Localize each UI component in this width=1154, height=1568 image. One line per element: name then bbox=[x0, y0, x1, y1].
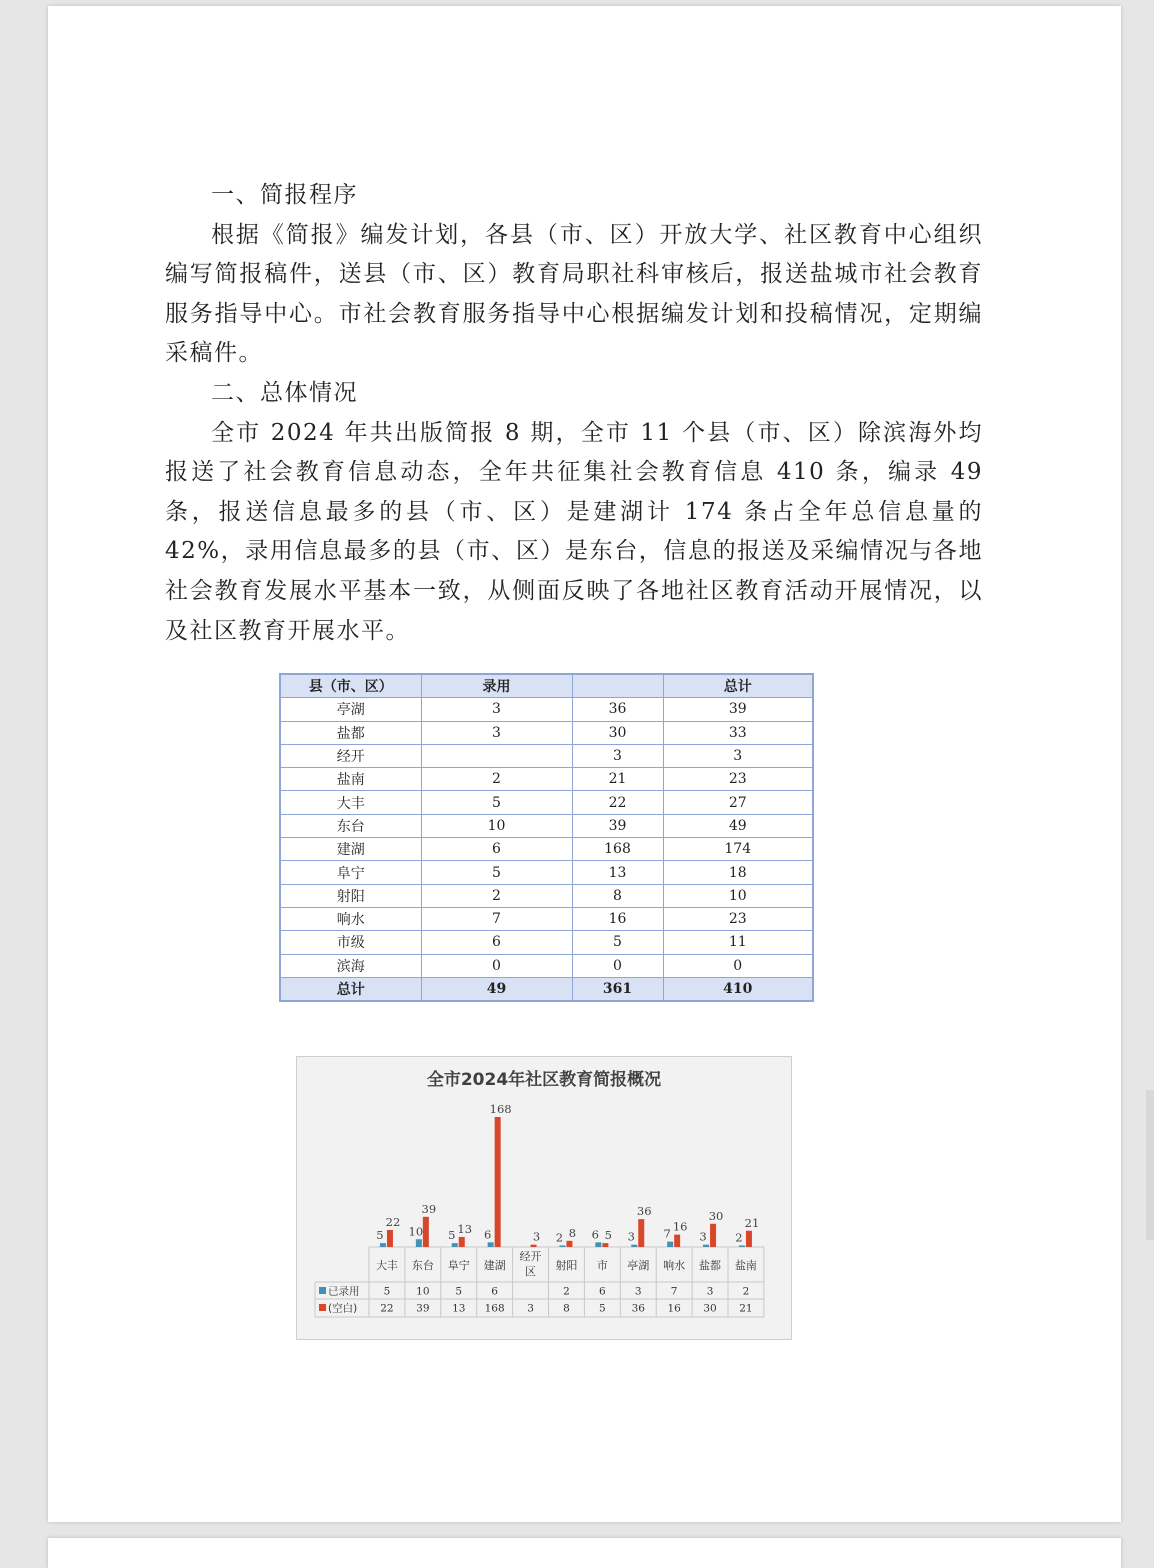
data-label: 22 bbox=[385, 1214, 401, 1229]
table-cell: 0 bbox=[421, 954, 572, 977]
table-cell: 10 bbox=[421, 814, 572, 837]
table-value: 6 bbox=[491, 1285, 498, 1298]
bar-blank bbox=[459, 1237, 465, 1247]
table-value: 30 bbox=[703, 1302, 717, 1315]
category-label: 盐都 bbox=[699, 1259, 722, 1272]
header-blank bbox=[572, 674, 663, 698]
legend-swatch bbox=[319, 1304, 326, 1311]
table-cell: 建湖 bbox=[280, 838, 421, 861]
category-label: 大丰 bbox=[375, 1259, 398, 1272]
data-label: 7 bbox=[663, 1226, 671, 1241]
data-label: 13 bbox=[457, 1221, 473, 1236]
data-label: 2 bbox=[555, 1230, 564, 1245]
data-label: 39 bbox=[421, 1201, 437, 1216]
table-cell: 7 bbox=[421, 907, 572, 930]
paragraph-2: 全市 2024 年共出版简报 8 期，全市 11 个县（市、区）除滨海外均报送了社会教育信息动态，全年共征集社会教育信息 410 条，编录 49 条，报送信息最多的县（市、区）是建湖计 174 条占全年总信息量的 42%，录用信息最多的县（市、区）是东台，信息的报送及采编情况与各地社会教育发展水平基本一致，从侧面反映了各地社区教育活动开展情况，以及社区教育开展水平。 bbox=[165, 419, 983, 644]
table-cell: 盐南 bbox=[280, 768, 421, 791]
data-label: 10 bbox=[408, 1224, 424, 1239]
table-cell: 39 bbox=[572, 814, 663, 837]
category-label: 市 bbox=[596, 1259, 608, 1272]
bar-blank bbox=[495, 1117, 501, 1247]
table-cell: 5 bbox=[572, 931, 663, 954]
table-value: 13 bbox=[452, 1302, 466, 1315]
table-cell: 大丰 bbox=[280, 791, 421, 814]
table-cell: 13 bbox=[572, 861, 663, 884]
table-total-cell: 49 bbox=[421, 977, 572, 1001]
table-row bbox=[280, 768, 813, 791]
bar-blank bbox=[638, 1219, 644, 1247]
legend-swatch bbox=[319, 1287, 326, 1294]
table-cell: 东台 bbox=[280, 814, 421, 837]
table-row bbox=[280, 791, 813, 814]
category-label: 阜宁 bbox=[447, 1259, 470, 1272]
bar-used bbox=[452, 1243, 458, 1247]
table-cell: 27 bbox=[663, 791, 813, 814]
bar-blank bbox=[531, 1245, 537, 1247]
bar-used bbox=[739, 1245, 745, 1247]
table-cell: 射阳 bbox=[280, 884, 421, 907]
table-value: 16 bbox=[667, 1302, 681, 1315]
table-row bbox=[280, 884, 813, 907]
table-cell: 10 bbox=[663, 884, 813, 907]
header-total: 总计 bbox=[663, 674, 813, 698]
table-cell: 滨海 bbox=[280, 954, 421, 977]
table-cell: 49 bbox=[663, 814, 813, 837]
table-cell: 168 bbox=[572, 838, 663, 861]
data-label: 21 bbox=[744, 1215, 760, 1230]
table-value: 6 bbox=[599, 1285, 606, 1298]
table-cell: 11 bbox=[663, 931, 813, 954]
data-label: 3 bbox=[532, 1229, 541, 1244]
table-cell: 盐都 bbox=[280, 721, 421, 744]
table-value: 5 bbox=[599, 1302, 606, 1315]
data-label: 36 bbox=[636, 1204, 652, 1219]
table-value: 3 bbox=[634, 1285, 642, 1298]
header-county: 县（市、区） bbox=[280, 674, 421, 698]
table-row bbox=[280, 861, 813, 884]
table-cell: 16 bbox=[572, 907, 663, 930]
table-value: 39 bbox=[416, 1302, 430, 1315]
table-cell: 0 bbox=[663, 954, 813, 977]
table-cell: 8 bbox=[572, 884, 663, 907]
legend-label: 已录用 bbox=[328, 1285, 360, 1298]
bar-blank bbox=[566, 1241, 572, 1247]
category-label: 射阳 bbox=[555, 1259, 578, 1272]
section-heading-1: 一、简报程序 bbox=[211, 182, 358, 208]
category-label: 经开 bbox=[519, 1250, 542, 1263]
table-cell: 6 bbox=[421, 838, 572, 861]
data-label: 3 bbox=[699, 1229, 707, 1244]
table-cell: 39 bbox=[663, 698, 813, 721]
data-label: 168 bbox=[489, 1102, 512, 1116]
bar-used bbox=[559, 1245, 565, 1247]
table-cell: 33 bbox=[663, 721, 813, 744]
chart-title: 全市2024年社区教育简报概况 bbox=[426, 1070, 662, 1090]
category-label: 区 bbox=[525, 1265, 537, 1278]
table-value: 5 bbox=[383, 1285, 391, 1298]
table-cell bbox=[421, 744, 572, 767]
scrollbar[interactable] bbox=[1146, 1090, 1154, 1240]
data-label: 3 bbox=[627, 1229, 635, 1244]
paragraph-1: 根据《简报》编发计划，各县（市、区）开放大学、社区教育中心组织编写简报稿件，送县（市、区）教育局职社科审核后，报送盐城市社会教育服务指导中心。市社会教育服务指导中心根据编发计划和投稿情况，定期编采稿件。 bbox=[165, 221, 983, 367]
table-cell: 6 bbox=[421, 931, 572, 954]
table-value: 3 bbox=[706, 1285, 714, 1298]
bar-used bbox=[667, 1242, 673, 1247]
table-cell: 23 bbox=[663, 907, 813, 930]
data-label: 6 bbox=[591, 1227, 600, 1242]
bar-blank bbox=[387, 1230, 393, 1247]
table-cell: 5 bbox=[421, 861, 572, 884]
table-cell: 174 bbox=[663, 838, 813, 861]
table-value: 7 bbox=[670, 1285, 678, 1298]
data-label: 30 bbox=[708, 1208, 724, 1223]
category-label: 响水 bbox=[663, 1259, 686, 1272]
table-value: 8 bbox=[563, 1302, 570, 1315]
submission-table bbox=[279, 673, 814, 1002]
table-total-row bbox=[280, 977, 813, 1001]
bar-chart bbox=[296, 1056, 792, 1340]
table-value: 36 bbox=[631, 1302, 645, 1315]
bar-blank bbox=[602, 1243, 608, 1247]
table-cell: 30 bbox=[572, 721, 663, 744]
header-used: 录用 bbox=[421, 674, 572, 698]
bar-used bbox=[595, 1242, 601, 1247]
table-cell: 经开 bbox=[280, 744, 421, 767]
table-row bbox=[280, 721, 813, 744]
data-label: 5 bbox=[604, 1228, 613, 1243]
chart-canvas bbox=[297, 1057, 791, 1339]
bar-blank bbox=[710, 1224, 716, 1247]
category-label: 东台 bbox=[411, 1259, 434, 1272]
bar-blank bbox=[746, 1231, 752, 1247]
table-cell: 21 bbox=[572, 768, 663, 791]
data-label: 5 bbox=[448, 1228, 456, 1243]
bar-blank bbox=[423, 1217, 429, 1247]
table-cell: 阜宁 bbox=[280, 861, 421, 884]
table-cell: 3 bbox=[421, 721, 572, 744]
table-value: 5 bbox=[455, 1285, 463, 1298]
table-cell: 亭湖 bbox=[280, 698, 421, 721]
table-cell: 响水 bbox=[280, 907, 421, 930]
table-cell: 0 bbox=[572, 954, 663, 977]
bar-used bbox=[488, 1242, 494, 1247]
table-row bbox=[280, 954, 813, 977]
table-value: 2 bbox=[563, 1285, 570, 1298]
document-body bbox=[165, 176, 983, 651]
category-label: 盐南 bbox=[734, 1259, 757, 1272]
table-row bbox=[280, 814, 813, 837]
table-value: 168 bbox=[484, 1302, 505, 1315]
bar-used bbox=[416, 1239, 422, 1247]
legend-label: (空白) bbox=[328, 1302, 358, 1315]
table-cell: 18 bbox=[663, 861, 813, 884]
table-cell: 市级 bbox=[280, 931, 421, 954]
bar-used bbox=[631, 1245, 637, 1247]
table-value: 2 bbox=[742, 1285, 750, 1298]
table-row bbox=[280, 907, 813, 930]
next-page bbox=[48, 1538, 1121, 1568]
bar-blank bbox=[674, 1235, 680, 1247]
table-total-cell: 总计 bbox=[280, 977, 421, 1001]
category-label: 建湖 bbox=[483, 1259, 506, 1272]
table-value: 3 bbox=[527, 1302, 534, 1315]
bar-used bbox=[703, 1245, 709, 1247]
bar-used bbox=[380, 1243, 386, 1247]
table-cell: 23 bbox=[663, 768, 813, 791]
table-total-cell: 361 bbox=[572, 977, 663, 1001]
table-cell: 36 bbox=[572, 698, 663, 721]
table-cell: 5 bbox=[421, 791, 572, 814]
table-value: 22 bbox=[380, 1302, 394, 1315]
table-value: 10 bbox=[416, 1285, 430, 1298]
data-label: 5 bbox=[376, 1228, 384, 1243]
table-cell: 3 bbox=[421, 698, 572, 721]
section-heading-2: 二、总体情况 bbox=[211, 379, 358, 406]
table-cell: 2 bbox=[421, 884, 572, 907]
data-label: 2 bbox=[735, 1230, 743, 1245]
data-label: 8 bbox=[568, 1225, 577, 1240]
table-row bbox=[280, 744, 813, 767]
data-label: 16 bbox=[672, 1219, 688, 1234]
table-cell: 3 bbox=[663, 744, 813, 767]
table-row bbox=[280, 838, 813, 861]
data-label: 6 bbox=[483, 1227, 492, 1242]
table-cell: 22 bbox=[572, 791, 663, 814]
table-row bbox=[280, 698, 813, 721]
table-cell: 3 bbox=[572, 744, 663, 767]
category-label: 亭湖 bbox=[627, 1259, 650, 1272]
table-header-row bbox=[280, 674, 813, 698]
table-cell: 2 bbox=[421, 768, 572, 791]
table-value: 21 bbox=[739, 1302, 753, 1315]
table-row bbox=[280, 931, 813, 954]
table-total-cell: 410 bbox=[663, 977, 813, 1001]
